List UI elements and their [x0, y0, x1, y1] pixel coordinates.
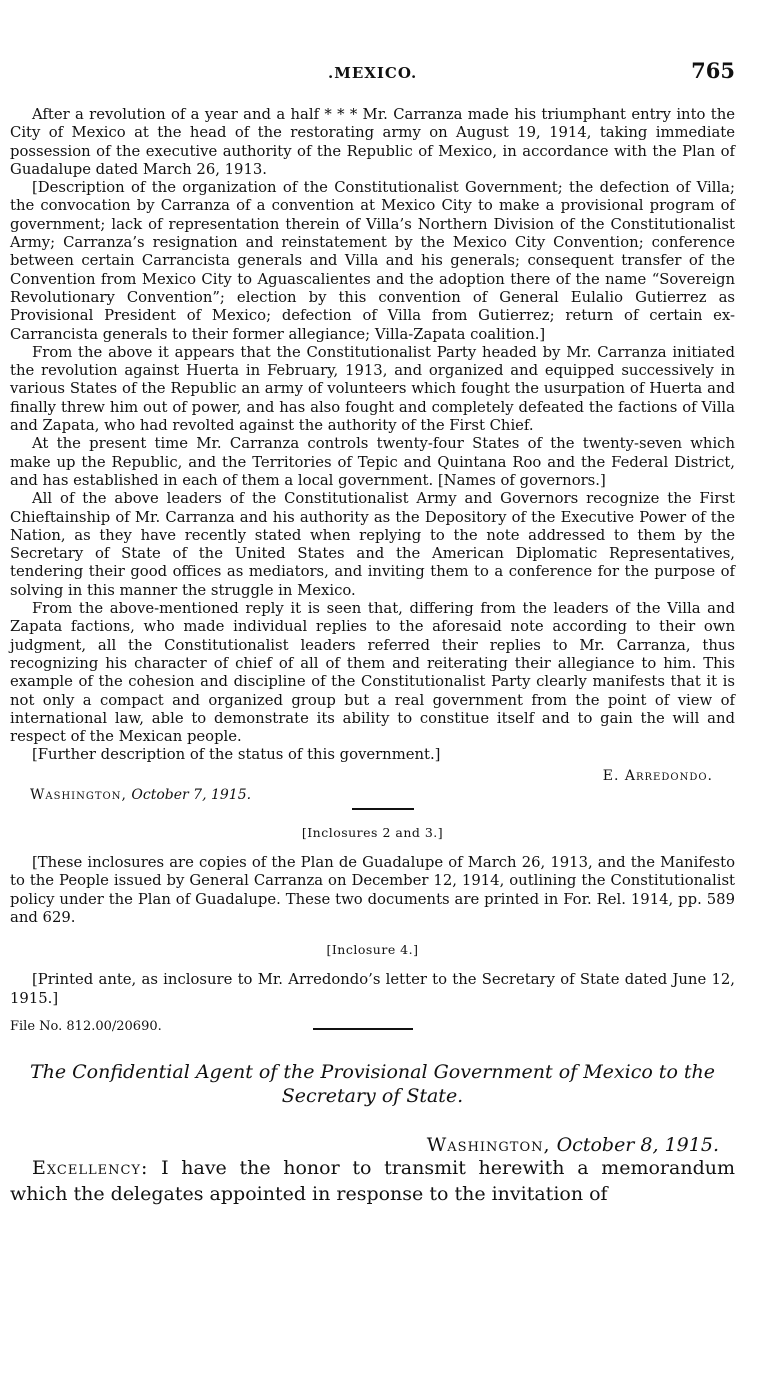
inclosure-4-heading: [Inclosure 4.]	[326, 942, 419, 958]
paragraph: After a revolution of a year and a half * * * Mr. Carranza made his triumphant entry into the City of Mexico at the head of the restorating army on August 19, 1914, taking immediate possession of the executive authority of the Republic of Mexico, in accordance with the Plan of Guadalupe dated March 26, 1913.	[10, 106, 735, 178]
letter-opening	[10, 1155, 735, 1207]
letter-date: October 8, 1915.	[556, 1134, 719, 1157]
section-divider	[313, 1028, 413, 1030]
salutation: Excellency:	[32, 1156, 149, 1179]
file-number: File No. 812.00/20690.	[10, 1019, 162, 1035]
inclosures-2-3-heading: [Inclosures 2 and 3.]	[301, 824, 444, 840]
paragraph: At the present time Mr. Carranza controls twenty-four States of the twenty-seven which make up the Republic, and the Territories of Tepic and Quintana Roo and the Federal District, and has established in each of them a local government. [Names of governors.]	[10, 435, 735, 489]
letter-opening-text: I have the honor to transmit herewith a memorandum which the delegates appointed in response to the invitation of	[10, 1156, 735, 1205]
page-header	[10, 58, 735, 88]
letter-dateline	[10, 1134, 719, 1157]
page-body	[10, 106, 735, 1207]
signature-line	[10, 765, 735, 784]
inclosure-4-text: [Printed ante, as inclosure to Mr. Arredondo’s letter to the Secretary of State dated June 12, 1915.]	[10, 971, 735, 1007]
running-title: .MEXICO.	[328, 64, 418, 82]
dateline	[10, 786, 735, 808]
dateline-place: Washington,	[30, 786, 127, 803]
paragraph: From the above it appears that the Constitutionalist Party headed by Mr. Carranza initiated the revolution against Huerta in February, 1913, and organized and equipped successively in various States of the Republic an army of volunteers which fought the usurpation of Huerta and finally threw him out of power, and has also fought and completely defeated the factions of Villa and Zapata, who had revolted against the authority of the First Chief.	[10, 343, 735, 435]
dateline-date: October 7, 1915.	[131, 786, 252, 803]
letter-heading: The Confidential Agent of the Provisional Government of Mexico to the Secretary of State.	[29, 1061, 716, 1108]
page-number: 765	[691, 58, 735, 83]
letter-place: Washington,	[426, 1134, 551, 1157]
paragraph: All of the above leaders of the Constitutionalist Army and Governors recognize the First Chieftainship of Mr. Carranza and his authority as the Depository of the Executive Power of the Nation, as they have recently stated when replying to the note addressed to them by the Secretary of State of the United States and the American Diplomatic Representatives, tendering their good offices as mediators, and inviting them to a conference for the purpose of solving in this manner the struggle in Mexico.	[10, 490, 735, 599]
section-divider	[352, 808, 414, 810]
paragraph: From the above-mentioned reply it is seen that, differing from the leaders of the Villa and Zapata factions, who made individual replies to the aforesaid note according to their own judgment, all the Constitutionalist leaders referred their replies to Mr. Carranza, thus recognizing his character of chief of all of them and reiterating their allegiance to him. This example of the cohesion and discipline of the Constitutionalist Party clearly manifests that it is not only a compact and organized group but a real government from the point of view of international law, able to demonstrate its ability to constitue itself and to gain the will and respect of the Mexican people.	[10, 600, 735, 746]
paragraph: [Description of the organization of the Constitutionalist Government; the defection of Villa; the convocation by Carranza of a convention at Mexico City to make a provisional program of government; lack of representation therein of Villa’s Northern Division of the Constitutionalist Army; Carranza’s resignation and reinstatement by the Mexico City Convention; conference between certain Carrancista generals and Villa and his generals; consequent transfer of the Convention from Mexico City to Aguascalientes and the adoption there of the name “Sovereign Revolutionary Convention”; election by this convention of General Eulalio Gutierrez as Provisional President of Mexico; defection of Villa from Gutierrez; return of certain ex-Carrancista generals to their former allegiance; Villa-Zapata coalition.]	[10, 179, 735, 343]
paragraph: [Further description of the status of this government.]	[32, 746, 441, 764]
inclosures-2-3-text: [These inclosures are copies of the Plan de Guadalupe of March 26, 1913, and the Manifesto to the People issued by General Carranza on December 12, 1914, outlining the Constitutionalist policy under the Plan of Guadalupe. These two documents are printed in For. Rel. 1914, pp. 589 and 629.	[10, 853, 735, 926]
signature: E. Arredondo.	[602, 767, 713, 784]
